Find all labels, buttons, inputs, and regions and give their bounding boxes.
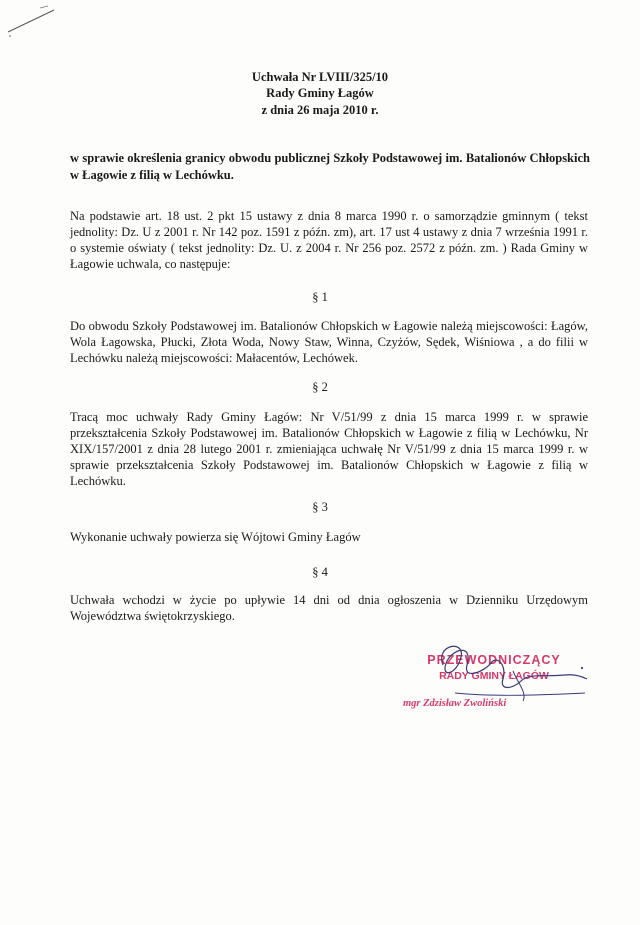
section-1-label: § 1 bbox=[312, 290, 328, 304]
section-2-label: § 2 bbox=[312, 380, 328, 394]
handwritten-signature bbox=[395, 635, 595, 725]
section-1-text: Do obwodu Szkoły Podstawowej im. Batalionów Chłopskich w Łagowie należą miejscowości: Łagów, Wola Łagowska, Płucki, Złota Woda, Nowy Staw, Winna, Czyżów, Sędek, Wiśniowa , a do filii w Lechówku należą miejscowości: Małacentów, Lechówek. bbox=[70, 319, 588, 365]
chairman-stamp bbox=[395, 635, 595, 725]
resolution-date: z dnia 26 maja 2010 r. bbox=[261, 103, 379, 117]
stamp-name: mgr Zdzisław Zwoliński bbox=[403, 698, 507, 709]
section-2-text: Tracą moc uchwały Rady Gminy Łagów: Nr V/51/99 z dnia 15 marca 1999 r. w sprawie przekształcenia Szkoły Podstawowej im. Batalionów Chłopskich w Łagowie z filią w Lechówku, Nr XIX/157/2001 z dnia 28 lutego 2001 r. zmieniająca uchwałę Nr V/51/99 z dnia 15 marca 1999 r. w sprawie przekształcenia Szkoły Podstawowej im. Batalionów Chłopskich w Łagowie z filią w Lechówku. bbox=[70, 410, 588, 488]
section-4-label: § 4 bbox=[312, 565, 328, 579]
resolution-number: Uchwała Nr LVIII/325/10 bbox=[251, 70, 389, 84]
stamp-organization: RADY GMINY ŁAGÓW bbox=[439, 670, 549, 682]
section-4-text: Uchwała wchodzi w życie po upływie 14 dni od dnia ogłoszenia w Dzienniku Urzędowym Województwa świętokrzyskiego. bbox=[70, 593, 588, 623]
section-3-text: Wykonanie uchwały powierza się Wójtowi Gminy Łagów bbox=[70, 530, 361, 544]
pen-mark bbox=[4, 2, 64, 42]
section-3-label: § 3 bbox=[312, 500, 328, 514]
legal-basis-paragraph: Na podstawie art. 18 ust. 2 pkt 15 ustawy z dnia 8 marca 1990 r. o samorządzie gminnym ( tekst jednolity: Dz. U z 2001 r. Nr 142 poz. 1591 z późn. zm), art. 17 ust 4 ustawy z dnia 7 września 1991 r. o systemie oświaty ( tekst jednolity: Dz. U. z 2004 r. Nr 256 poz. 2572 z późn. zm. ) Rada Gminy w Łagowie uchwala, co następuje: bbox=[70, 209, 588, 271]
resolution-subject: w sprawie określenia granicy obwodu publicznej Szkoły Podstawowej im. Batalionów Chłopskich w Łagowie z filią w Lechówku. bbox=[70, 151, 590, 182]
stamp-title: PRZEWODNICZĄCY bbox=[427, 653, 561, 667]
council-name: Rady Gminy Łagów bbox=[266, 86, 374, 100]
